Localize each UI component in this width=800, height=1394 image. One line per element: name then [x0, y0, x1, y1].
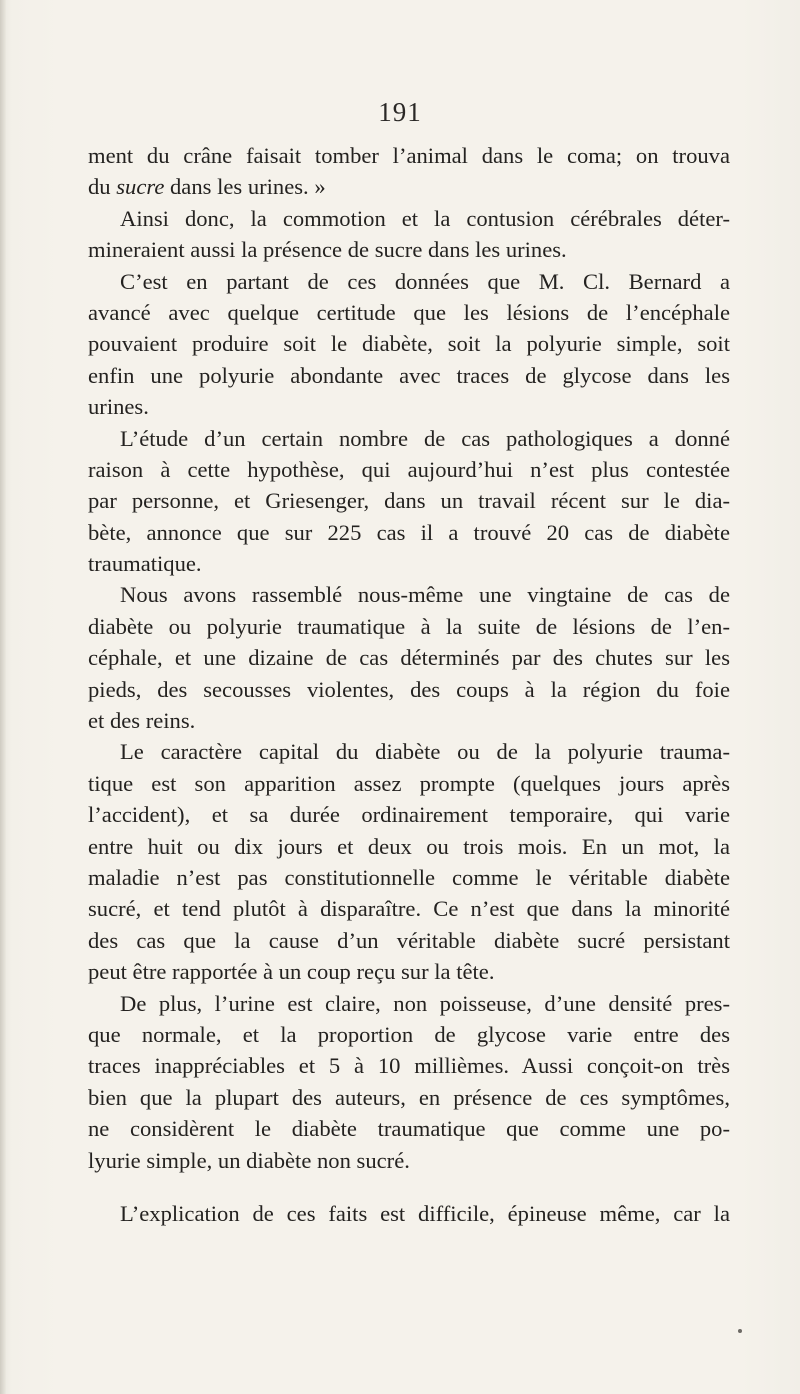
italic-word: sucre	[116, 174, 165, 200]
text-line: traumatique.	[88, 551, 202, 577]
binding-edge	[0, 0, 6, 1394]
text-line: ne considèrent le diabète traumatique que comme une po-	[88, 1116, 730, 1142]
text-line: lyurie simple, un diabète non sucré.	[88, 1147, 410, 1173]
text-line: ment du crâne faisait tomber l’animal dans le coma; on trouva	[88, 143, 730, 168]
text-line: De plus, l’urine est claire, non poisseuse, d’une densité pres-	[120, 990, 730, 1016]
text-line: mineraient aussi la présence de sucre dans les urines.	[88, 237, 567, 263]
text-line: bète, annonce que sur 225 cas il a trouvé 20 cas de diabète	[88, 519, 730, 545]
text-line: céphale, et une dizaine de cas déterminés par des chutes sur les	[88, 645, 730, 671]
text-line	[88, 171, 730, 202]
text-line: Ainsi donc, la commotion et la contusion cérébrales déter-	[120, 205, 730, 231]
text-line: diabète ou polyurie traumatique à la suite de lésions de l’en-	[88, 613, 730, 639]
text-line: pieds, des secousses violentes, des coups à la région du foie	[88, 676, 730, 702]
page-number: 191	[378, 97, 422, 127]
text-segment: du	[88, 174, 117, 200]
text-line: enfin une polyurie abondante avec traces de glycose dans les	[88, 362, 730, 388]
text-segment: dans les urines. »	[164, 174, 326, 200]
text-line: sucré, et tend plutôt à disparaître. Ce n’est que dans la minorité	[88, 896, 730, 922]
text-line: l’accident), et sa durée ordinairement temporaire, qui varie	[88, 802, 730, 828]
text-line: et des reins.	[88, 708, 196, 734]
text-line: urines.	[88, 394, 149, 420]
text-line: Nous avons rassemblé nous-même une vingtaine de cas de	[120, 582, 730, 608]
text-line: tique est son apparition assez prompte (quelques jours après	[88, 770, 730, 796]
text-line: par personne, et Griesenger, dans un travail récent sur le dia-	[88, 488, 730, 514]
paper-speck	[738, 1329, 742, 1333]
text-line: entre huit ou dix jours et deux ou trois mois. En un mot, la	[88, 833, 730, 859]
body-text	[88, 140, 730, 1229]
paragraph-gap	[88, 1176, 730, 1198]
text-line: bien que la plupart des auteurs, en présence de ces symptômes,	[88, 1084, 730, 1110]
text-line: avancé avec quelque certitude que les lésions de l’encéphale	[88, 299, 730, 325]
text-line: pouvaient produire soit le diabète, soit la polyurie simple, soit	[88, 331, 730, 357]
text-line: peut être rapportée à un coup reçu sur la tête.	[88, 959, 495, 985]
text-line: L’explication de ces faits est difficile, épineuse même, car la	[120, 1200, 730, 1226]
text-line: Le caractère capital du diabète ou de la polyurie trauma-	[120, 739, 730, 765]
text-line: traces inappréciables et 5 à 10 millièmes. Aussi conçoit-on très	[88, 1053, 730, 1079]
text-line: que normale, et la proportion de glycose varie entre des	[88, 1021, 730, 1047]
text-line: L’étude d’un certain nombre de cas pathologiques a donné	[120, 425, 730, 451]
text-line: des cas que la cause d’un véritable diabète sucré persistant	[88, 927, 730, 953]
text-line: raison à cette hypothèse, qui aujourd’hui n’est plus contestée	[88, 456, 730, 482]
text-line: maladie n’est pas constitutionnelle comme le véritable diabète	[88, 864, 730, 890]
text-line: C’est en partant de ces données que M. Cl. Bernard a	[120, 268, 730, 294]
